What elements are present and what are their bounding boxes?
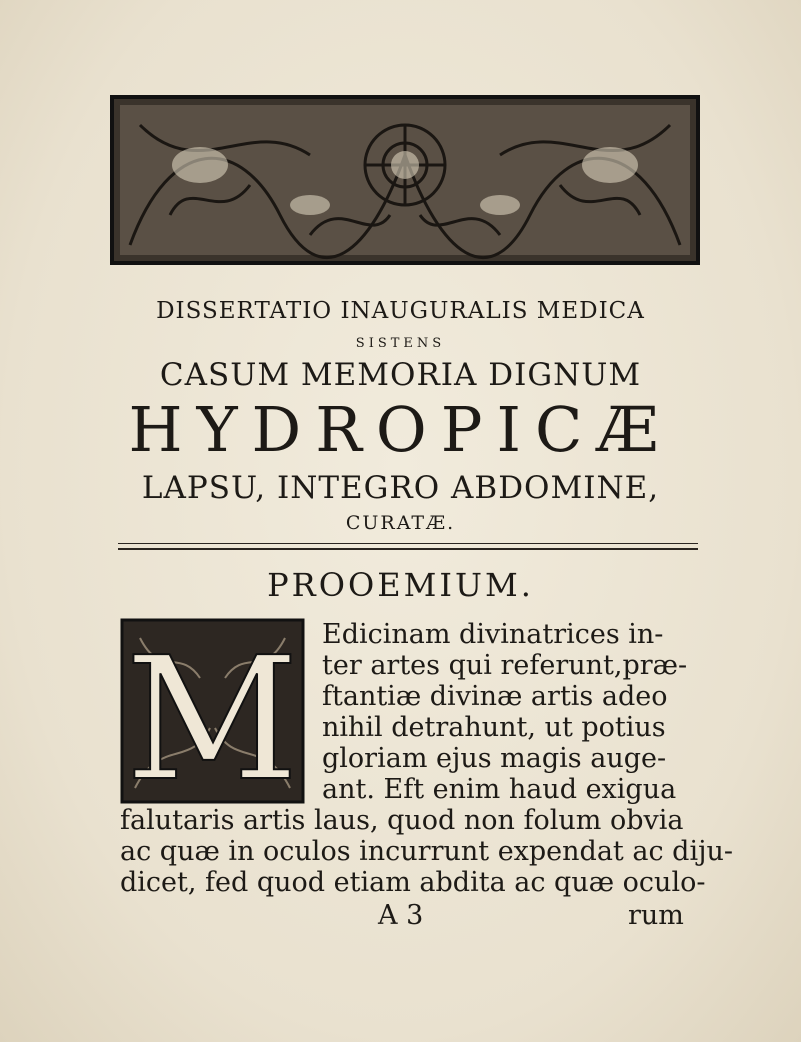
title-hydropicae: HYDROPICÆ: [128, 393, 673, 466]
section-heading: PROOEMIUM.: [267, 566, 534, 604]
paragraph-line-1: Edicinam divinatrices in-: [322, 619, 664, 650]
paragraph-line-2: ter artes qui referunt,præ-: [322, 650, 688, 681]
paragraph-line-3: ftantiæ divinæ artis adeo: [322, 681, 668, 712]
catchword: rum: [628, 900, 684, 931]
title-dissertatio: DISSERTATIO INAUGURALIS MEDICA: [156, 298, 645, 324]
paragraph-line-5: gloriam ejus magis auge-: [322, 743, 667, 774]
drop-cap-initial: [120, 618, 305, 804]
paragraph-line-7: falutaris artis laus, quod non folum obvia: [120, 805, 684, 836]
ornamental-headpiece: [110, 95, 700, 265]
svg-text:M: M: [124, 621, 300, 804]
signature-mark: A 3: [378, 900, 424, 931]
paragraph-line-6: ant. Eft enim haud exigua: [322, 774, 677, 805]
paragraph-line-4: nihil detrahunt, ut potius: [322, 712, 666, 743]
title-lapsu: LAPSU, INTEGRO ABDOMINE,: [141, 470, 660, 506]
title-curatae: CURATÆ.: [345, 512, 456, 534]
title-casum: CASUM MEMORIA DIGNUM: [159, 357, 642, 393]
paragraph-line-9: dicet, fed quod etiam abdita ac quæ oculo-: [120, 867, 706, 898]
section-rule: [118, 543, 698, 550]
title-sistens: SISTENS: [355, 336, 446, 351]
paragraph-line-8: ac quæ in oculos incurrunt expendat ac diju-: [120, 836, 733, 867]
